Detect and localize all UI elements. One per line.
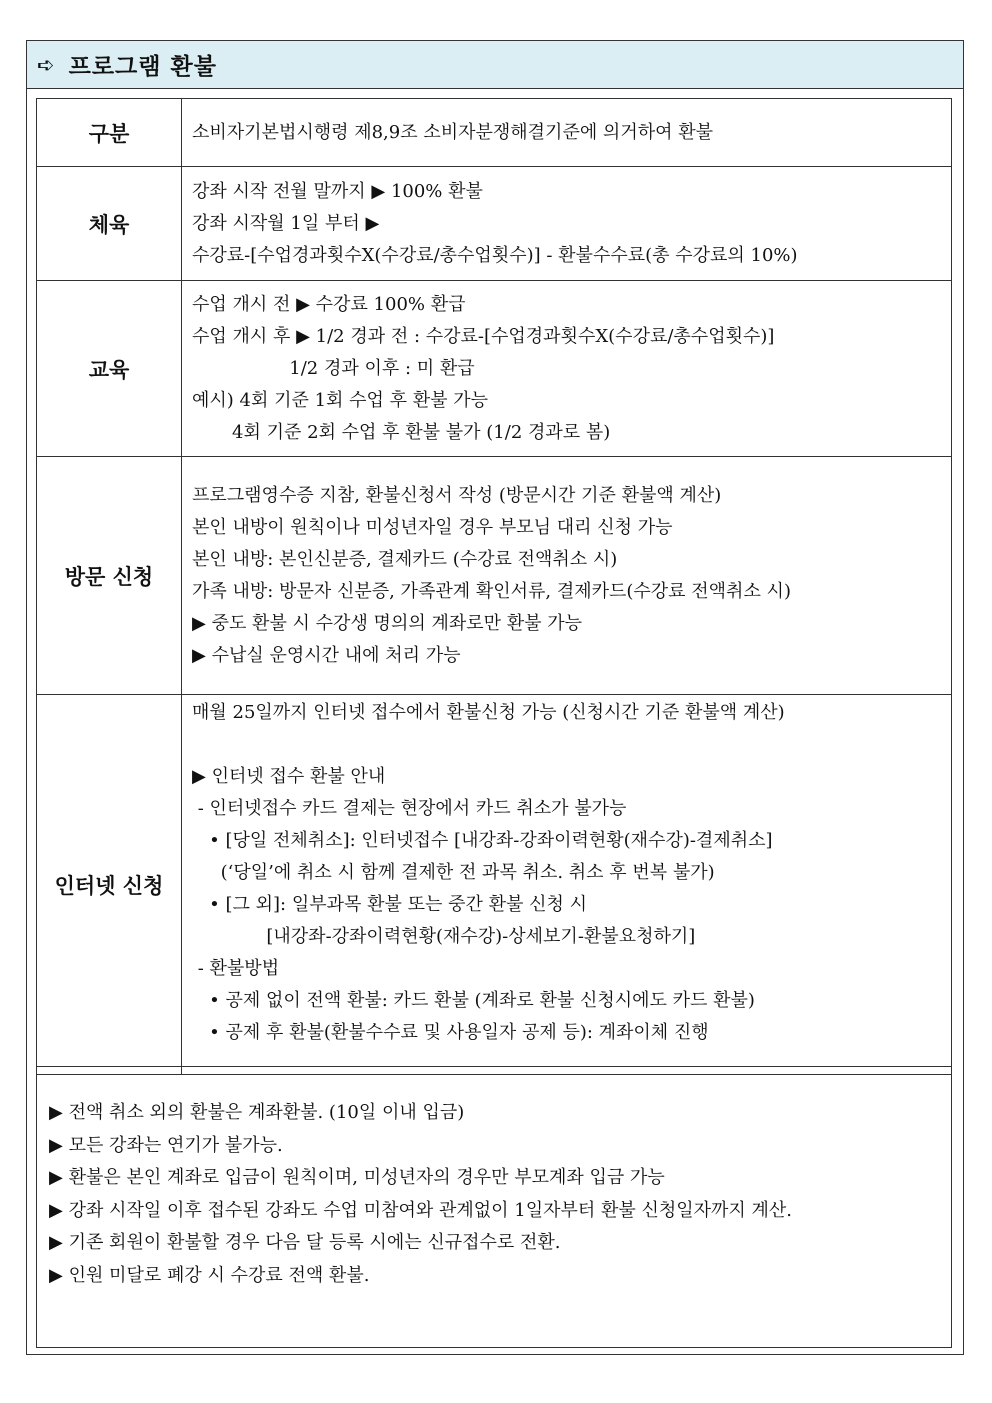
content-line — [192, 729, 941, 761]
notes-box — [36, 1066, 952, 1348]
content-line: 본인 내방이 원칙이나 미성년자일 경우 부모님 대리 신청 가능 — [192, 516, 673, 538]
row-content — [182, 281, 952, 457]
content-line: 수업 개시 전 ▶ 수강료 100% 환급 — [192, 293, 466, 315]
section-title: 프로그램 환불 — [68, 53, 217, 80]
row-content — [182, 99, 952, 167]
note-item: ▶ 인원 미달로 폐강 시 수강료 전액 환불. — [49, 1264, 370, 1286]
content-line: • 공제 없이 전액 환불: 카드 환불 (계좌로 환불 신청시에도 카드 환불) — [192, 990, 755, 1011]
row-label: 교육 — [37, 281, 182, 457]
note-item: ▶ 환불은 본인 계좌로 입금이 원칙이며, 미성년자의 경우만 부모계좌 입금 가능 — [49, 1167, 665, 1188]
content-line: 강좌 시작월 1일 부터 ▶ — [192, 212, 380, 234]
content-line: • 공제 후 환불(환불수수료 및 사용일자 공제 등): 계좌이체 진행 — [192, 1022, 709, 1043]
content-line: 소비자기본법시행령 제8,9조 소비자분쟁해결기준에 의거하여 환불 — [192, 121, 713, 143]
content-line: 예시) 4회 기준 1회 수업 후 환불 가능 — [192, 389, 489, 411]
note-item: ▶ 전액 취소 외의 환불은 계좌환불. (10일 이내 입금) — [49, 1102, 465, 1123]
content-line: • [당일 전체취소]: 인터넷접수 [내강좌-강좌이력현황(재수강)-결제취소] — [192, 830, 773, 851]
content-line: 본인 내방: 본인신분증, 결제카드 (수강료 전액취소 시) — [192, 548, 618, 570]
note-item: ▶ 강좌 시작일 이후 접수된 강좌도 수업 미참여와 관계없이 1일자부터 환불 신청일자까지 계산. — [49, 1199, 793, 1221]
table-row-sports — [37, 167, 952, 281]
content-line: 강좌 시작 전월 말까지 ▶ 100% 환불 — [192, 180, 483, 202]
section-header — [27, 41, 963, 89]
content-line: 매월 25일까지 인터넷 접수에서 환불신청 가능 (신청시간 기준 환불액 계산) — [192, 702, 785, 723]
content-line: (‘당일’에 취소 시 함께 결제한 전 과목 취소. 취소 후 번복 불가) — [192, 862, 715, 883]
content-line: 가족 내방: 방문자 신분증, 가족관계 확인서류, 결제카드(수강료 전액취소 시) — [192, 580, 791, 602]
row-label: 구분 — [37, 99, 182, 167]
table-row-visit-request — [37, 457, 952, 695]
content-line: 수업 개시 후 ▶ 1/2 경과 전 : 수강료-[수업경과횟수X(수강료/총수업횟수)] — [192, 325, 775, 347]
right-arrow-icon: ➪ — [37, 52, 55, 77]
table-row-category — [37, 99, 952, 167]
table-row-education — [37, 281, 952, 457]
row-label: 방문 신청 — [37, 457, 182, 695]
content-line: ▶ 인터넷 접수 환불 안내 — [192, 766, 386, 787]
content-line: ▶ 수납실 운영시간 내에 처리 가능 — [192, 644, 461, 666]
content-line: 4회 기준 2회 수업 후 환불 불가 (1/2 경과로 봄) — [192, 421, 611, 443]
refund-policy-frame — [26, 40, 964, 1355]
row-content — [182, 167, 952, 281]
row-content — [182, 695, 952, 1075]
content-line: - 인터넷접수 카드 결제는 현장에서 카드 취소가 불가능 — [192, 798, 627, 819]
content-line: • [그 외]: 일부과목 환불 또는 중간 환불 신청 시 — [192, 894, 587, 915]
content-line: 수강료-[수업경과횟수X(수강료/총수업횟수)] - 환불수수료(총 수강료의 10%) — [192, 244, 798, 266]
row-content — [182, 457, 952, 695]
content-line: ▶ 중도 환불 시 수강생 명의의 계좌로만 환불 가능 — [192, 612, 582, 634]
content-line: 1/2 경과 이후 : 미 환급 — [192, 357, 475, 379]
content-line: [내강좌-강좌이력현황(재수강)-상세보기-환불요청하기] — [192, 926, 696, 947]
content-line: 프로그램영수증 지참, 환불신청서 작성 (방문시간 기준 환불액 계산) — [192, 484, 722, 506]
refund-table — [36, 98, 952, 1075]
content-line: - 환불방법 — [192, 958, 280, 979]
row-label: 인터넷 신청 — [37, 695, 182, 1075]
table-row-internet-request — [37, 695, 952, 1075]
note-item: ▶ 모든 강좌는 연기가 불가능. — [49, 1134, 283, 1156]
row-label: 체육 — [37, 167, 182, 281]
note-item: ▶ 기존 회원이 환불할 경우 다음 달 등록 시에는 신규접수로 전환. — [49, 1232, 561, 1253]
